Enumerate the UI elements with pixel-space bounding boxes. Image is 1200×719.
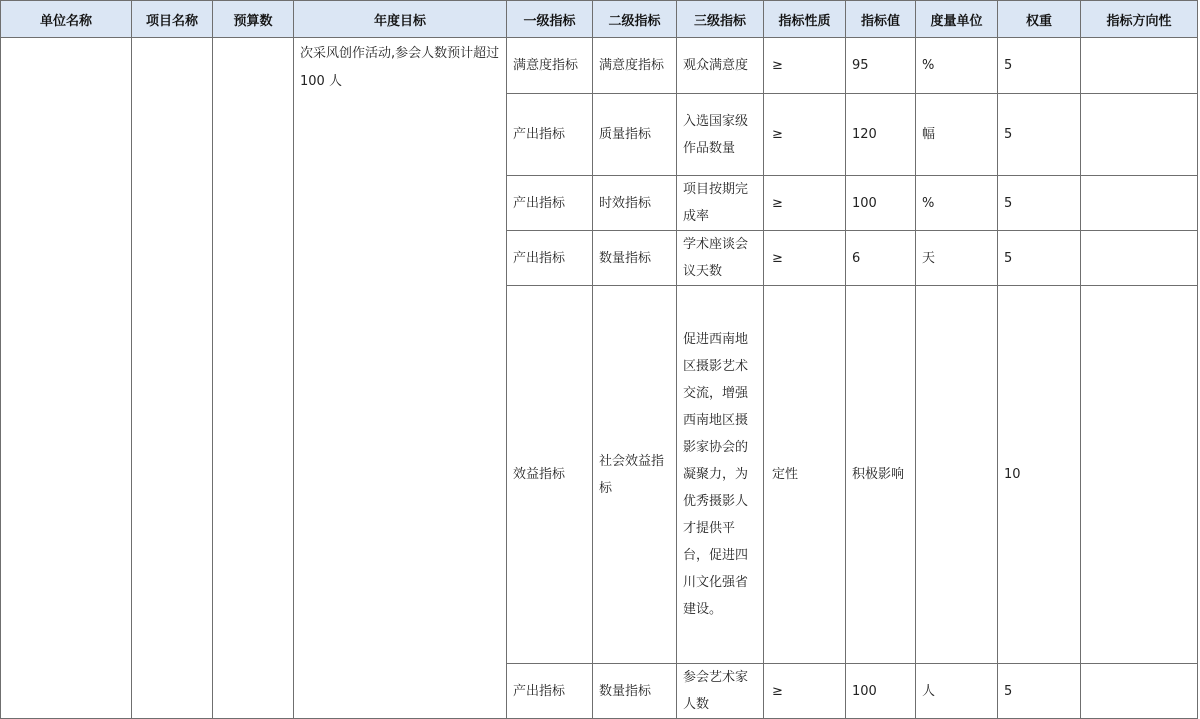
weight-cell: 5 xyxy=(998,94,1081,176)
unit-cell: 天 xyxy=(916,231,998,286)
header-direction: 指标方向性 xyxy=(1081,1,1198,38)
header-nature: 指标性质 xyxy=(764,1,846,38)
header-budget: 预算数 xyxy=(213,1,294,38)
level1-cell: 产出指标 xyxy=(507,231,593,286)
value-cell: 120 xyxy=(846,94,916,176)
nature-cell: ≥ xyxy=(764,176,846,231)
direction-cell xyxy=(1081,231,1198,286)
budget-cell xyxy=(213,38,294,719)
level3-cell: 学术座谈会议天数 xyxy=(677,231,764,286)
level2-cell: 满意度指标 xyxy=(593,38,677,94)
header-row xyxy=(1,1,1198,38)
direction-cell xyxy=(1081,286,1198,664)
nature-cell: ≥ xyxy=(764,664,846,719)
weight-cell: 5 xyxy=(998,38,1081,94)
unit-cell: % xyxy=(916,38,998,94)
nature-cell: ≥ xyxy=(764,231,846,286)
weight-cell: 5 xyxy=(998,664,1081,719)
level2-cell: 社会效益指标 xyxy=(593,286,677,664)
header-unit-name: 单位名称 xyxy=(1,1,132,38)
header-level3: 三级指标 xyxy=(677,1,764,38)
level1-cell: 满意度指标 xyxy=(507,38,593,94)
unit-cell: 人 xyxy=(916,664,998,719)
value-cell: 100 xyxy=(846,176,916,231)
unit-cell: % xyxy=(916,176,998,231)
header-level2: 二级指标 xyxy=(593,1,677,38)
table-row xyxy=(1,38,1198,94)
header-level1: 一级指标 xyxy=(507,1,593,38)
level2-cell: 质量指标 xyxy=(593,94,677,176)
weight-cell: 5 xyxy=(998,176,1081,231)
level3-cell: 项目按期完成率 xyxy=(677,176,764,231)
header-unit: 度量单位 xyxy=(916,1,998,38)
level2-cell: 数量指标 xyxy=(593,231,677,286)
level1-cell: 效益指标 xyxy=(507,286,593,664)
level3-cell: 入选国家级作品数量 xyxy=(677,94,764,176)
unit-name-cell xyxy=(1,38,132,719)
nature-cell: 定性 xyxy=(764,286,846,664)
value-cell: 6 xyxy=(846,231,916,286)
unit-cell xyxy=(916,286,998,664)
weight-cell: 5 xyxy=(998,231,1081,286)
header-annual-goal: 年度目标 xyxy=(294,1,507,38)
level3-cell: 观众满意度 xyxy=(677,38,764,94)
level1-cell: 产出指标 xyxy=(507,176,593,231)
value-cell: 95 xyxy=(846,38,916,94)
level2-cell: 时效指标 xyxy=(593,176,677,231)
level1-cell: 产出指标 xyxy=(507,664,593,719)
level2-cell: 数量指标 xyxy=(593,664,677,719)
annual-goal-cell: 次采风创作活动,参会人数预计超过 100 人 xyxy=(294,38,507,719)
weight-cell: 10 xyxy=(998,286,1081,664)
header-weight: 权重 xyxy=(998,1,1081,38)
direction-cell xyxy=(1081,176,1198,231)
direction-cell xyxy=(1081,38,1198,94)
header-project-name: 项目名称 xyxy=(132,1,213,38)
direction-cell xyxy=(1081,94,1198,176)
level3-cell: 促进西南地区摄影艺术交流，增强西南地区摄影家协会的凝聚力，为优秀摄影人才提供平台，促进四川文化强省建设。 xyxy=(677,286,764,664)
project-name-cell xyxy=(132,38,213,719)
nature-cell: ≥ xyxy=(764,94,846,176)
unit-cell: 幅 xyxy=(916,94,998,176)
level1-cell: 产出指标 xyxy=(507,94,593,176)
value-cell: 100 xyxy=(846,664,916,719)
value-cell: 积极影响 xyxy=(846,286,916,664)
direction-cell xyxy=(1081,664,1198,719)
header-value: 指标值 xyxy=(846,1,916,38)
level3-cell: 参会艺术家人数 xyxy=(677,664,764,719)
nature-cell: ≥ xyxy=(764,38,846,94)
